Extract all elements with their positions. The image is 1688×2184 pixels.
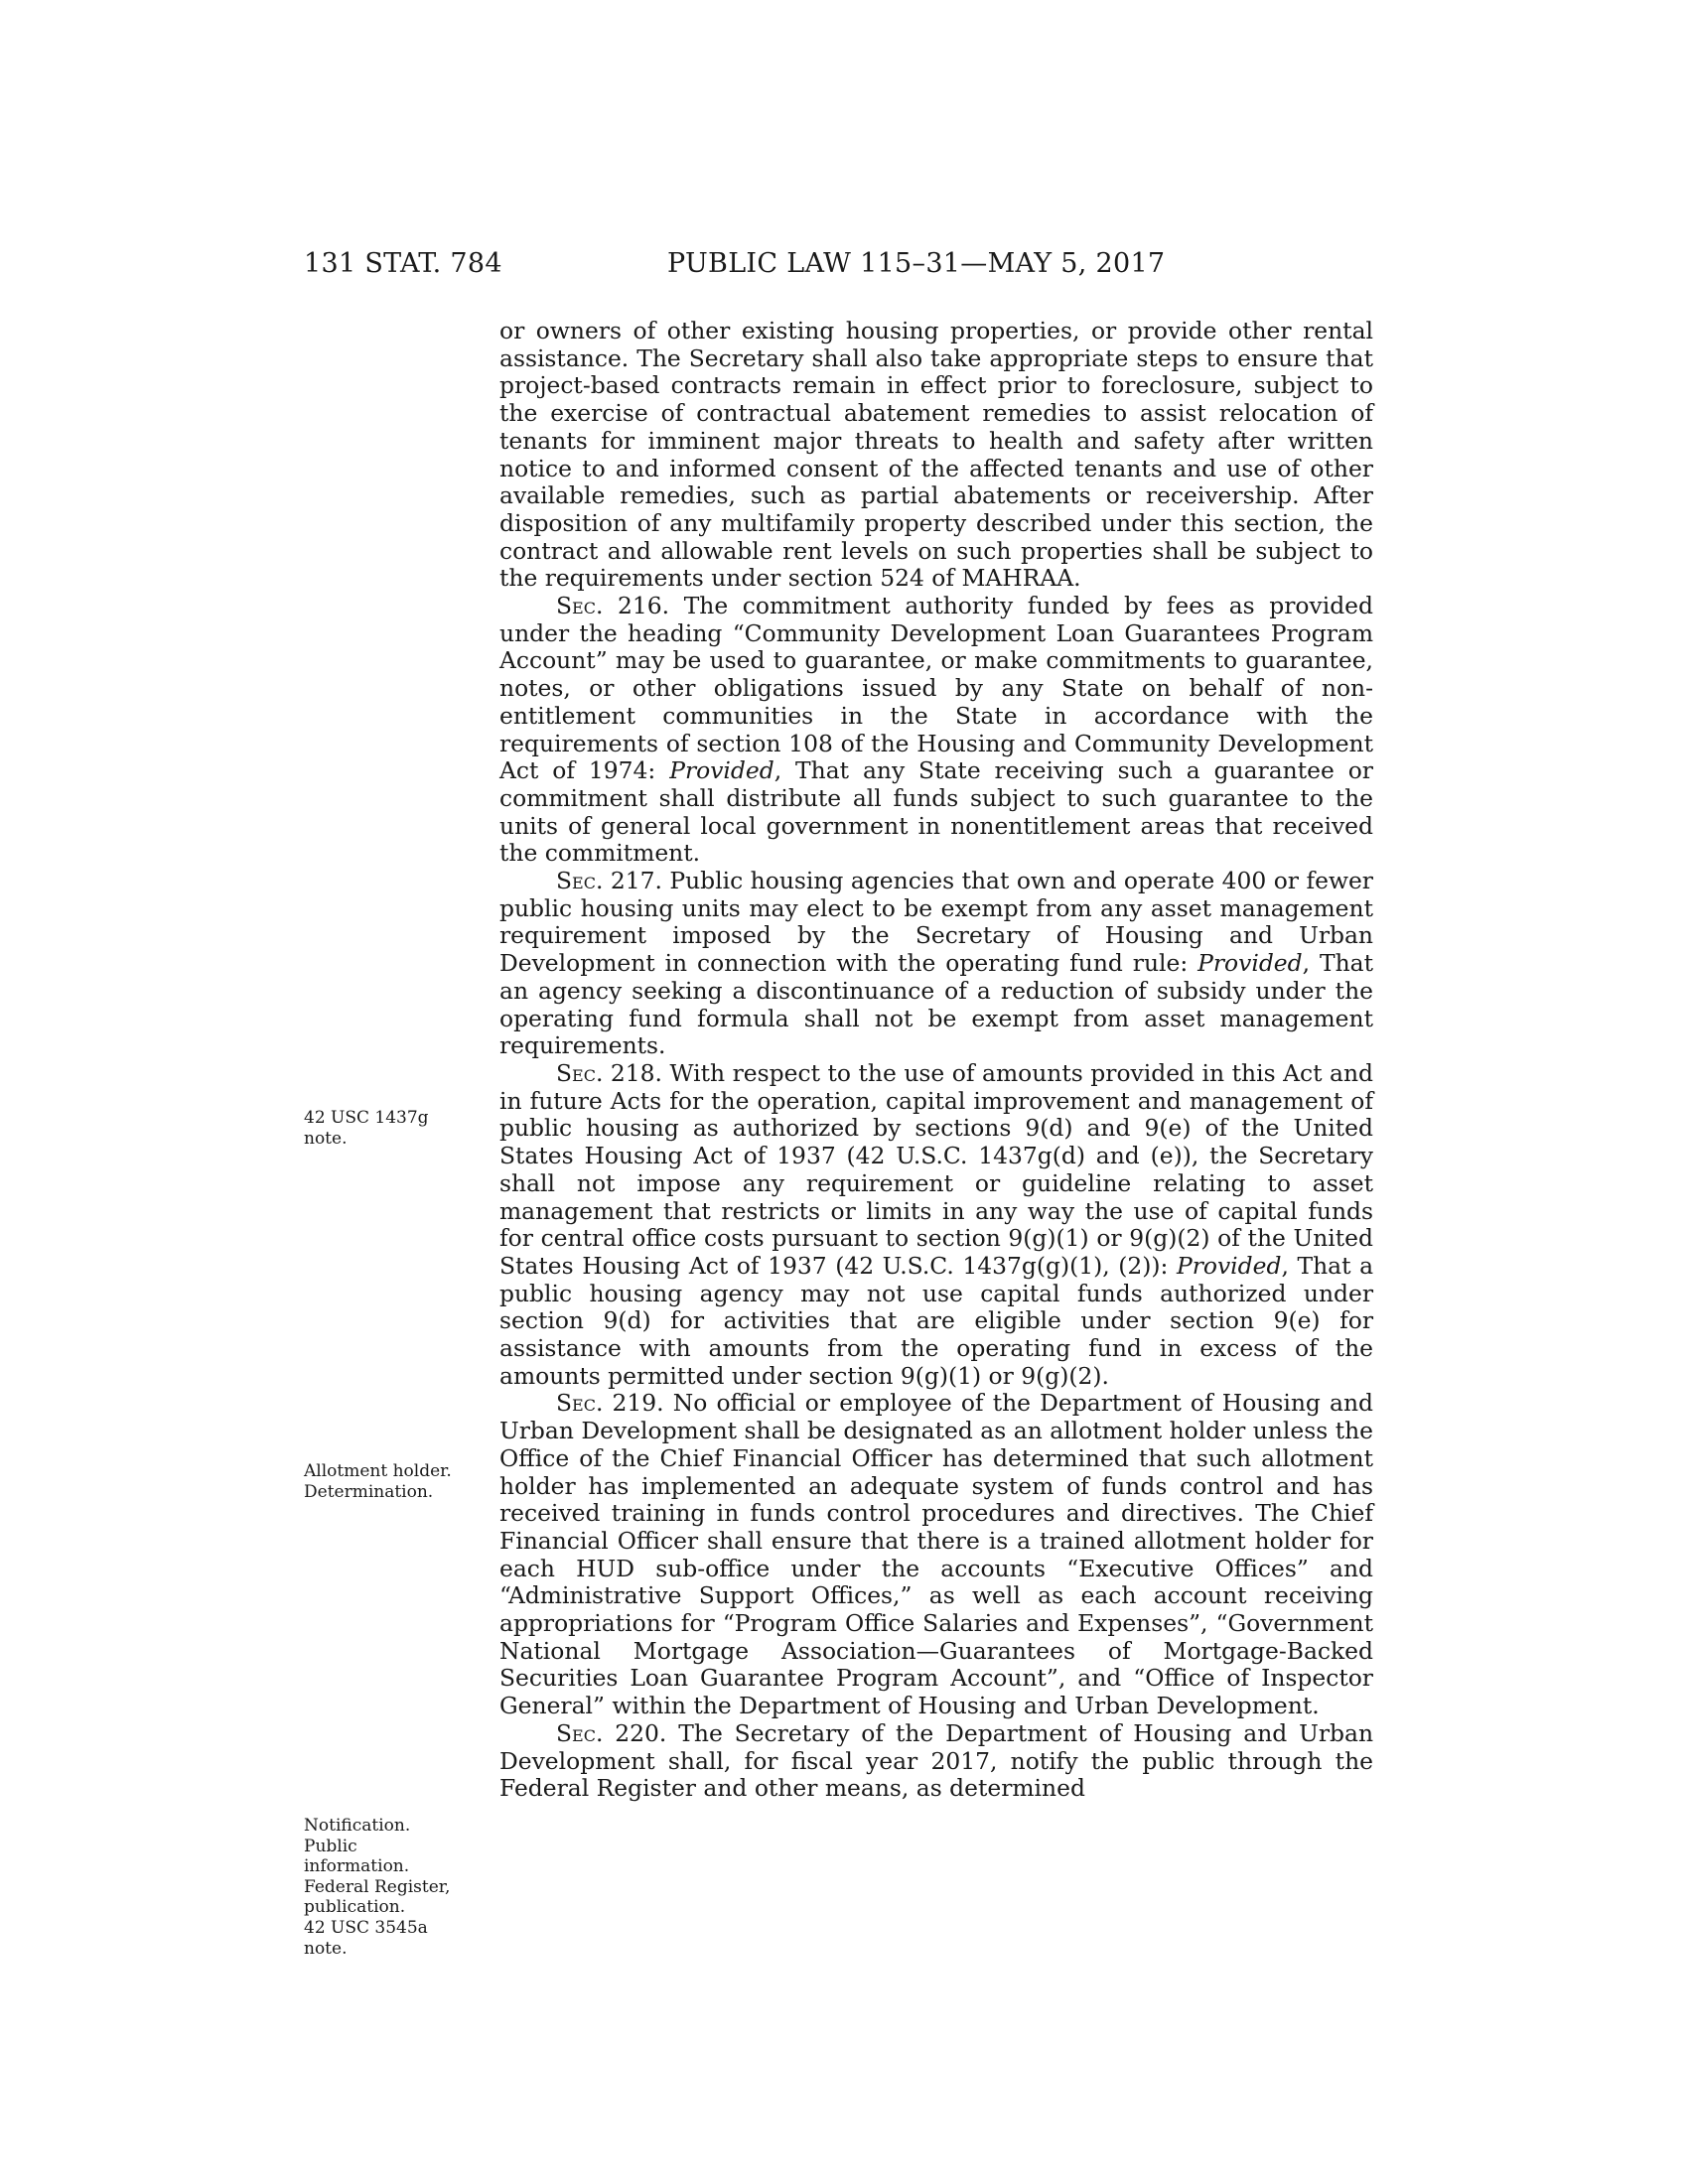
section-label: Sec. 216. (556, 592, 670, 620)
section-219 (499, 1390, 1373, 1719)
section-text: No official or employee of the Department of Housing and Urban Development shall be designated as an allotment holder unless the Office of the Chief Financial Officer has determined that such allotment holder has implemented an adequate system of funds control and has received training in funds control procedures and directives. The Chief Financial Officer shall ensure that there is a trained allotment holder for each HUD sub-office under the accounts “Executive Offices” and “Administrative Support Offices,” as well as each account receiving appropriations for “Program Office Salaries and Expenses”, “Government National Mortgage Association—Guarantees of Mortgage-Backed Securities Loan Guarantee Program Account”, and “Office of Inspector General” within the Department of Housing and Urban Development. (499, 1389, 1374, 1720)
margin-note-line: note. (304, 1128, 348, 1149)
section-label: Sec. 217. (556, 867, 662, 895)
margin-note-line: publication. (304, 1897, 406, 1918)
margin-note-line: 42 USC 3545a (304, 1917, 428, 1938)
margin-note-line: information. (304, 1856, 410, 1877)
margin-note-line: Allotment holder. (304, 1461, 452, 1481)
provided-clause: Provided (1176, 1251, 1282, 1280)
margin-note-line: Public (304, 1836, 357, 1856)
section-217 (499, 868, 1373, 1060)
continuation-paragraph: or owners of other existing housing properties, or provide other rental assistance. The Secretary shall also take appropriate steps to ensure that project-based contracts remain in effect prior to foreclosure, subject to the exercise of contractual abatement remedies to assist relocation of tenants for imminent major threats to health and safety after written notice to and informed consent of the affected tenants and use of other available remedies, such as partial abatements or receivership. After disposition of any multifamily property described under this section, the contract and allowable rent levels on such properties shall be subject to the requirements under section 524 of MAHRAA. (499, 317, 1373, 593)
section-text: The Secretary of the Department of Housing and Urban Development shall, for fiscal year 2017, notify the public through the Federal Register and other means, as determined (499, 1718, 1374, 1803)
running-header (0, 248, 1688, 288)
section-text: , That a public housing agency may not use capital funds authorized under section 9(d) for activities that are eligible under section 9(e) for assistance with amounts from the operating fund in excess of the amounts permitted under section 9(g)(1) or 9(g)(2). (499, 1251, 1374, 1390)
margin-note-line: Determination. (304, 1481, 434, 1502)
margin-note-sec-219 (304, 1461, 492, 1502)
page-reference: 131 STAT. 784 (304, 248, 502, 279)
statute-body (499, 318, 1373, 1803)
section-text: , That an agency seeking a discontinuance of a reduction of subsidy under the operating fund formula shall not be exempt from asset management requirements. (499, 949, 1373, 1060)
law-title: PUBLIC LAW 115–31—MAY 5, 2017 (667, 248, 1166, 279)
section-label: Sec. 219. (556, 1389, 664, 1418)
section-text: With respect to the use of amounts provided in this Act and in future Acts for the operation, capital improvement and management of public housing as authorized by sections 9(d) and 9(e) of the United States Housing Act of 1937 (42 U.S.C. 1437g(d) and (e)), the Secretary shall not impose any requirement or guideline relating to asset management that restricts or limits in any way the use of capital funds for central office costs pursuant to section 9(g)(1) or 9(g)(2) of the United States Housing Act of 1937 (42 U.S.C. 1437g(g)(1), (2)): (499, 1058, 1373, 1280)
section-text: Public housing agencies that own and operate 400 or fewer public housing units may elect to be exempt from any asset management requirement imposed by the Secretary of Housing and Urban Development in connection with the operating fund rule: (499, 867, 1373, 978)
section-220 (499, 1720, 1373, 1803)
section-label: Sec. 218. (556, 1058, 662, 1087)
section-216 (499, 593, 1373, 868)
margin-note-line: Notification. (304, 1816, 411, 1836)
provided-clause: Provided (669, 756, 774, 785)
section-text: , That any State receiving such a guarantee or commitment shall distribute all funds subject to such guarantee to the units of general local government in nonentitlement areas that received the commitment. (499, 756, 1373, 868)
section-text: The commitment authority funded by fees as provided under the heading “Community Development Loan Guarantees Program Account” may be used to guarantee, or make commitments to guarantee, notes, or other obligations issued by any State on behalf of non-entitlement communities in the State in accordance with the requirements of section 108 of the Housing and Community Development Act of 1974: (499, 592, 1373, 785)
margin-note-line: Federal Register, (304, 1876, 451, 1897)
section-218 (499, 1060, 1373, 1390)
provided-clause: Provided (1197, 949, 1303, 978)
margin-note-sec-218 (304, 1108, 492, 1149)
margin-note-line: 42 USC 1437g (304, 1108, 429, 1128)
margin-note-sec-220 (304, 1816, 492, 1959)
margin-note-line: note. (304, 1938, 348, 1959)
section-label: Sec. 220. (556, 1718, 667, 1747)
